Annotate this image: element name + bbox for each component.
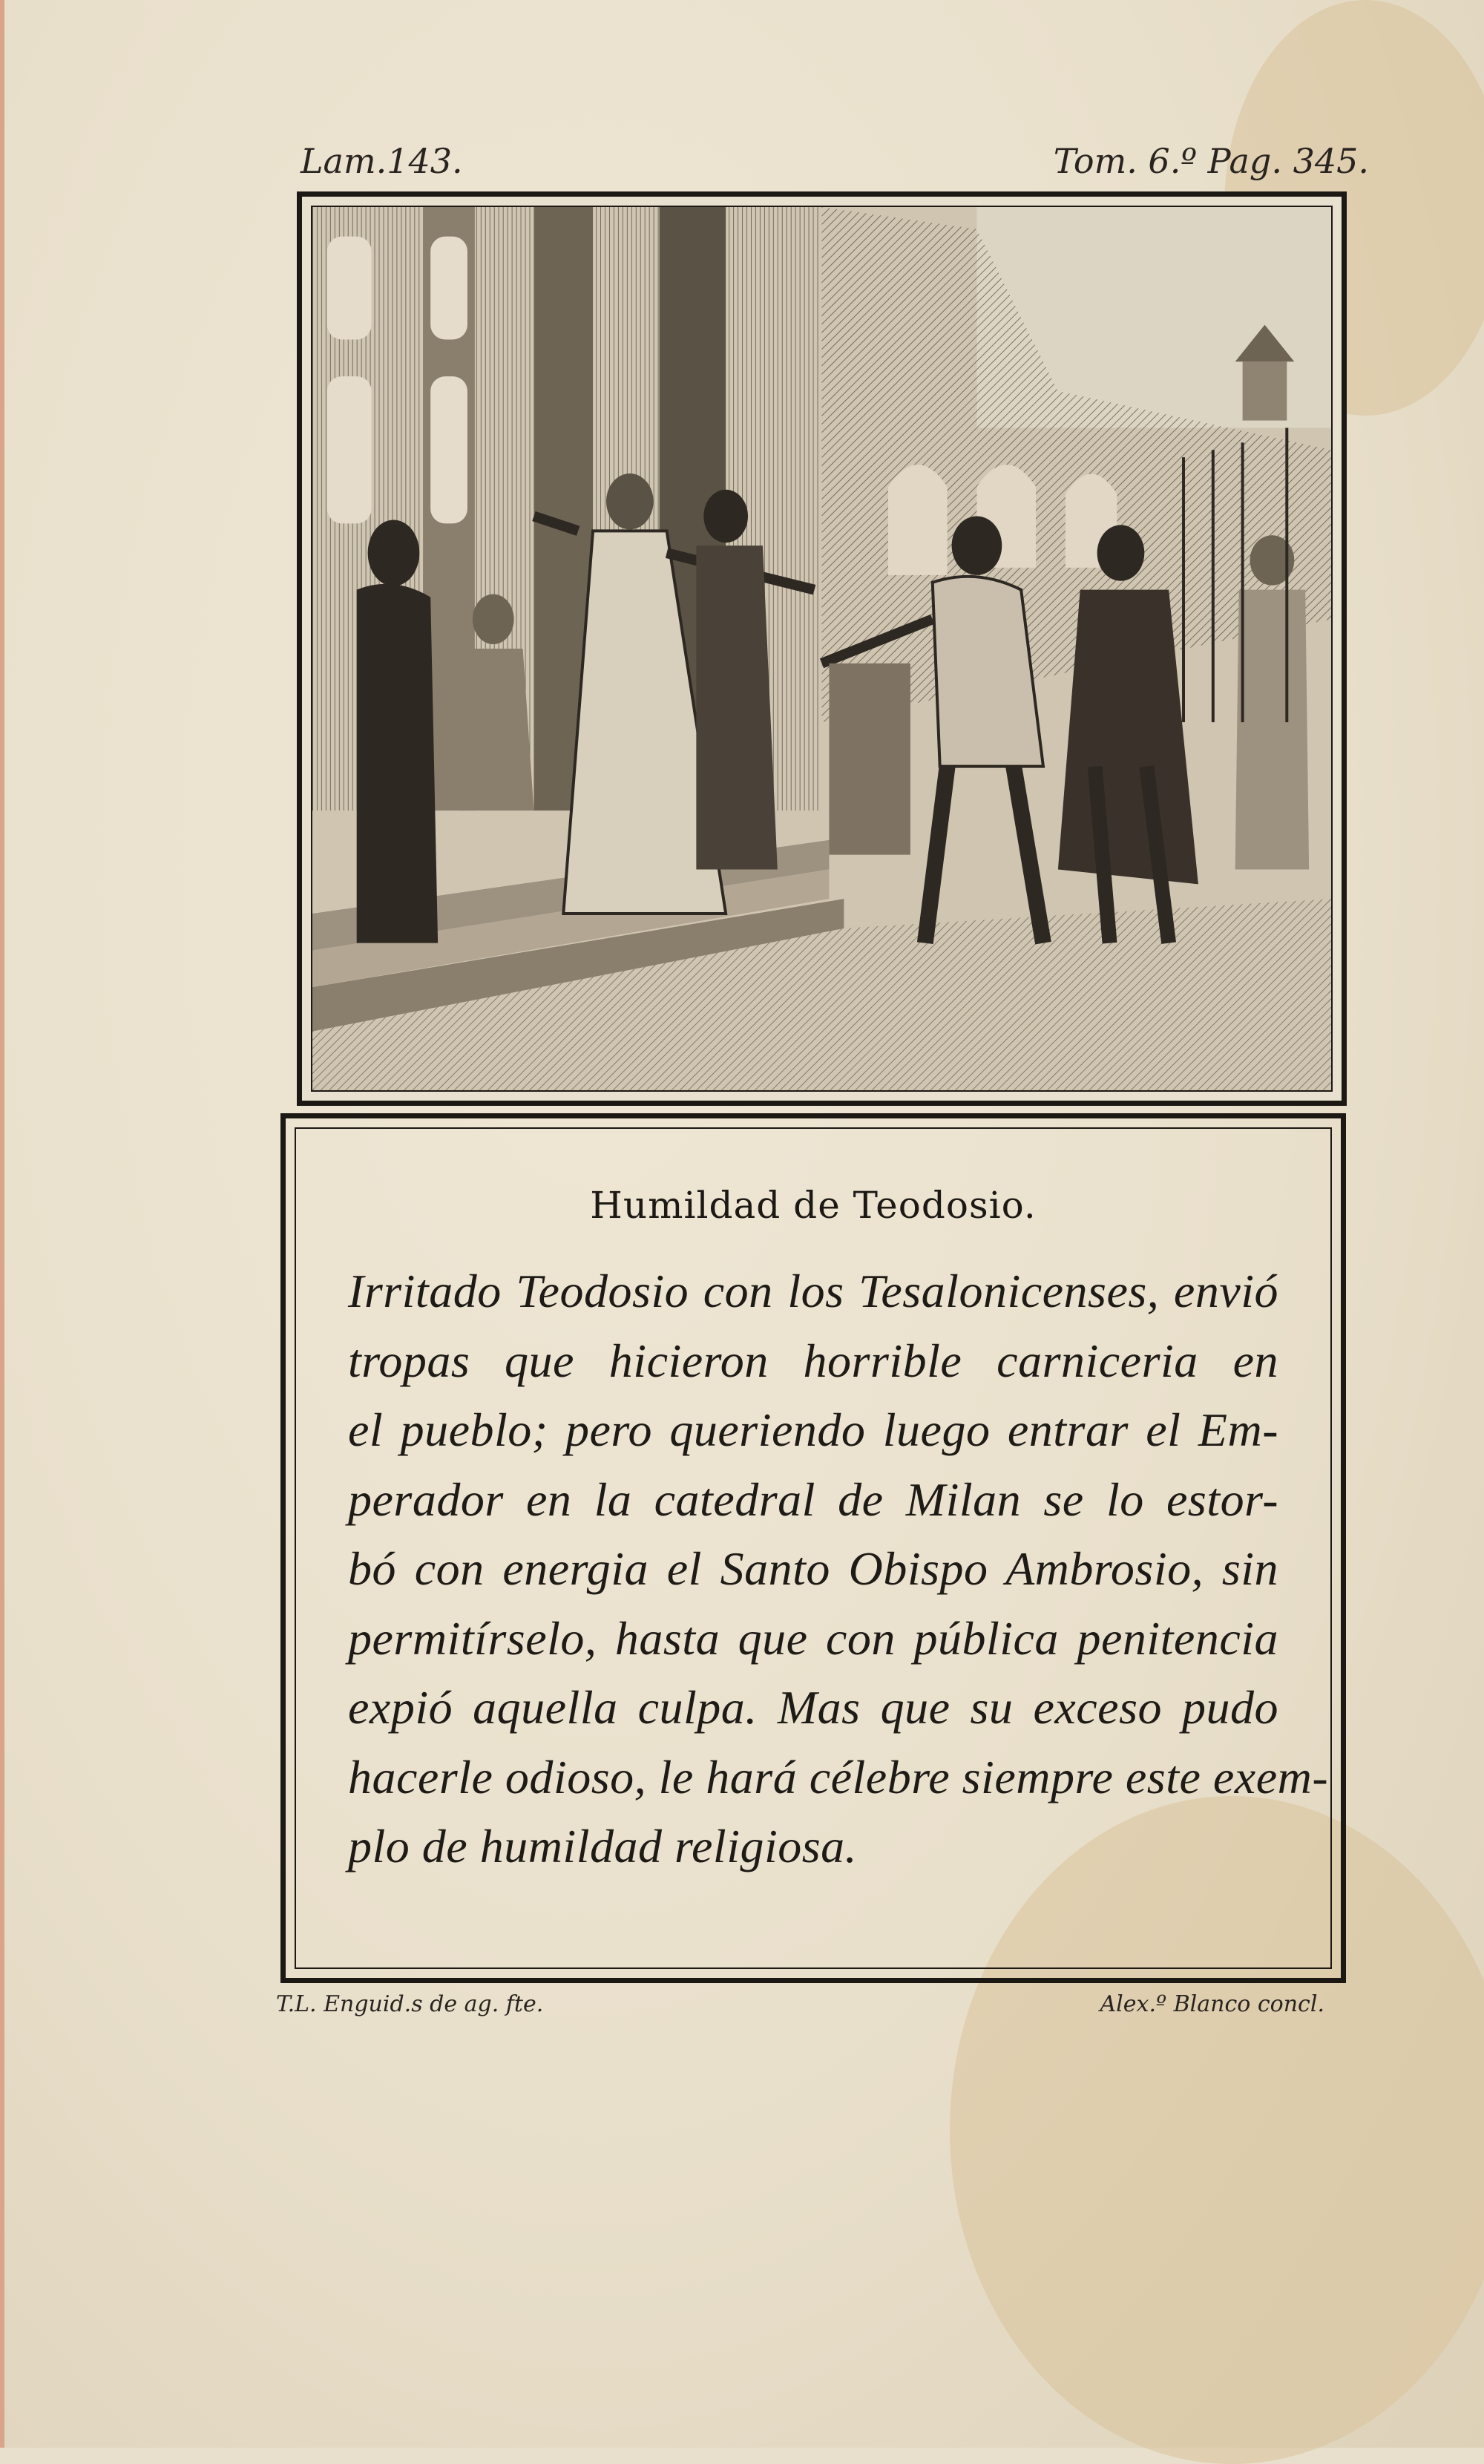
caption-line: permitírselo, hasta que con pública penitencia — [348, 1611, 1278, 1665]
caption-line: hacerle odioso, le hará célebre siempre este exem- — [348, 1750, 1329, 1803]
caption-line: perador en la catedral de Milan se lo estor- — [348, 1472, 1278, 1526]
volume-page: Tom. 6.º Pag. 345. — [1053, 141, 1369, 181]
caption-line: el pueblo; pero queriendo luego entrar el Em- — [348, 1403, 1278, 1456]
caption-box — [280, 1113, 1346, 1983]
caption-line: plo de humildad religiosa. — [348, 1820, 858, 1872]
engraving-plate — [297, 191, 1347, 1106]
caption-line: Irritado Teodosio con los Tesalonicenses, envió — [348, 1265, 1278, 1317]
caption-title: Humildad de Teodosio. — [590, 1184, 1037, 1227]
engraving-illustration — [312, 207, 1331, 1090]
engraver-credit: T.L. Enguid.s de ag. fte. — [276, 1991, 544, 2017]
paper-red-edge — [0, 0, 4, 2448]
caption-line: bó con energia el Santo Obispo Ambrosio, sin — [348, 1542, 1278, 1595]
caption-line: tropas que hicieron horrible carniceria en — [348, 1334, 1278, 1387]
designer-credit: Alex.º Blanco concl. — [1100, 1991, 1324, 2017]
caption-line: expió aquella culpa. Mas que su exceso pudo — [348, 1681, 1278, 1734]
plate-number: Lam.143. — [301, 141, 463, 181]
